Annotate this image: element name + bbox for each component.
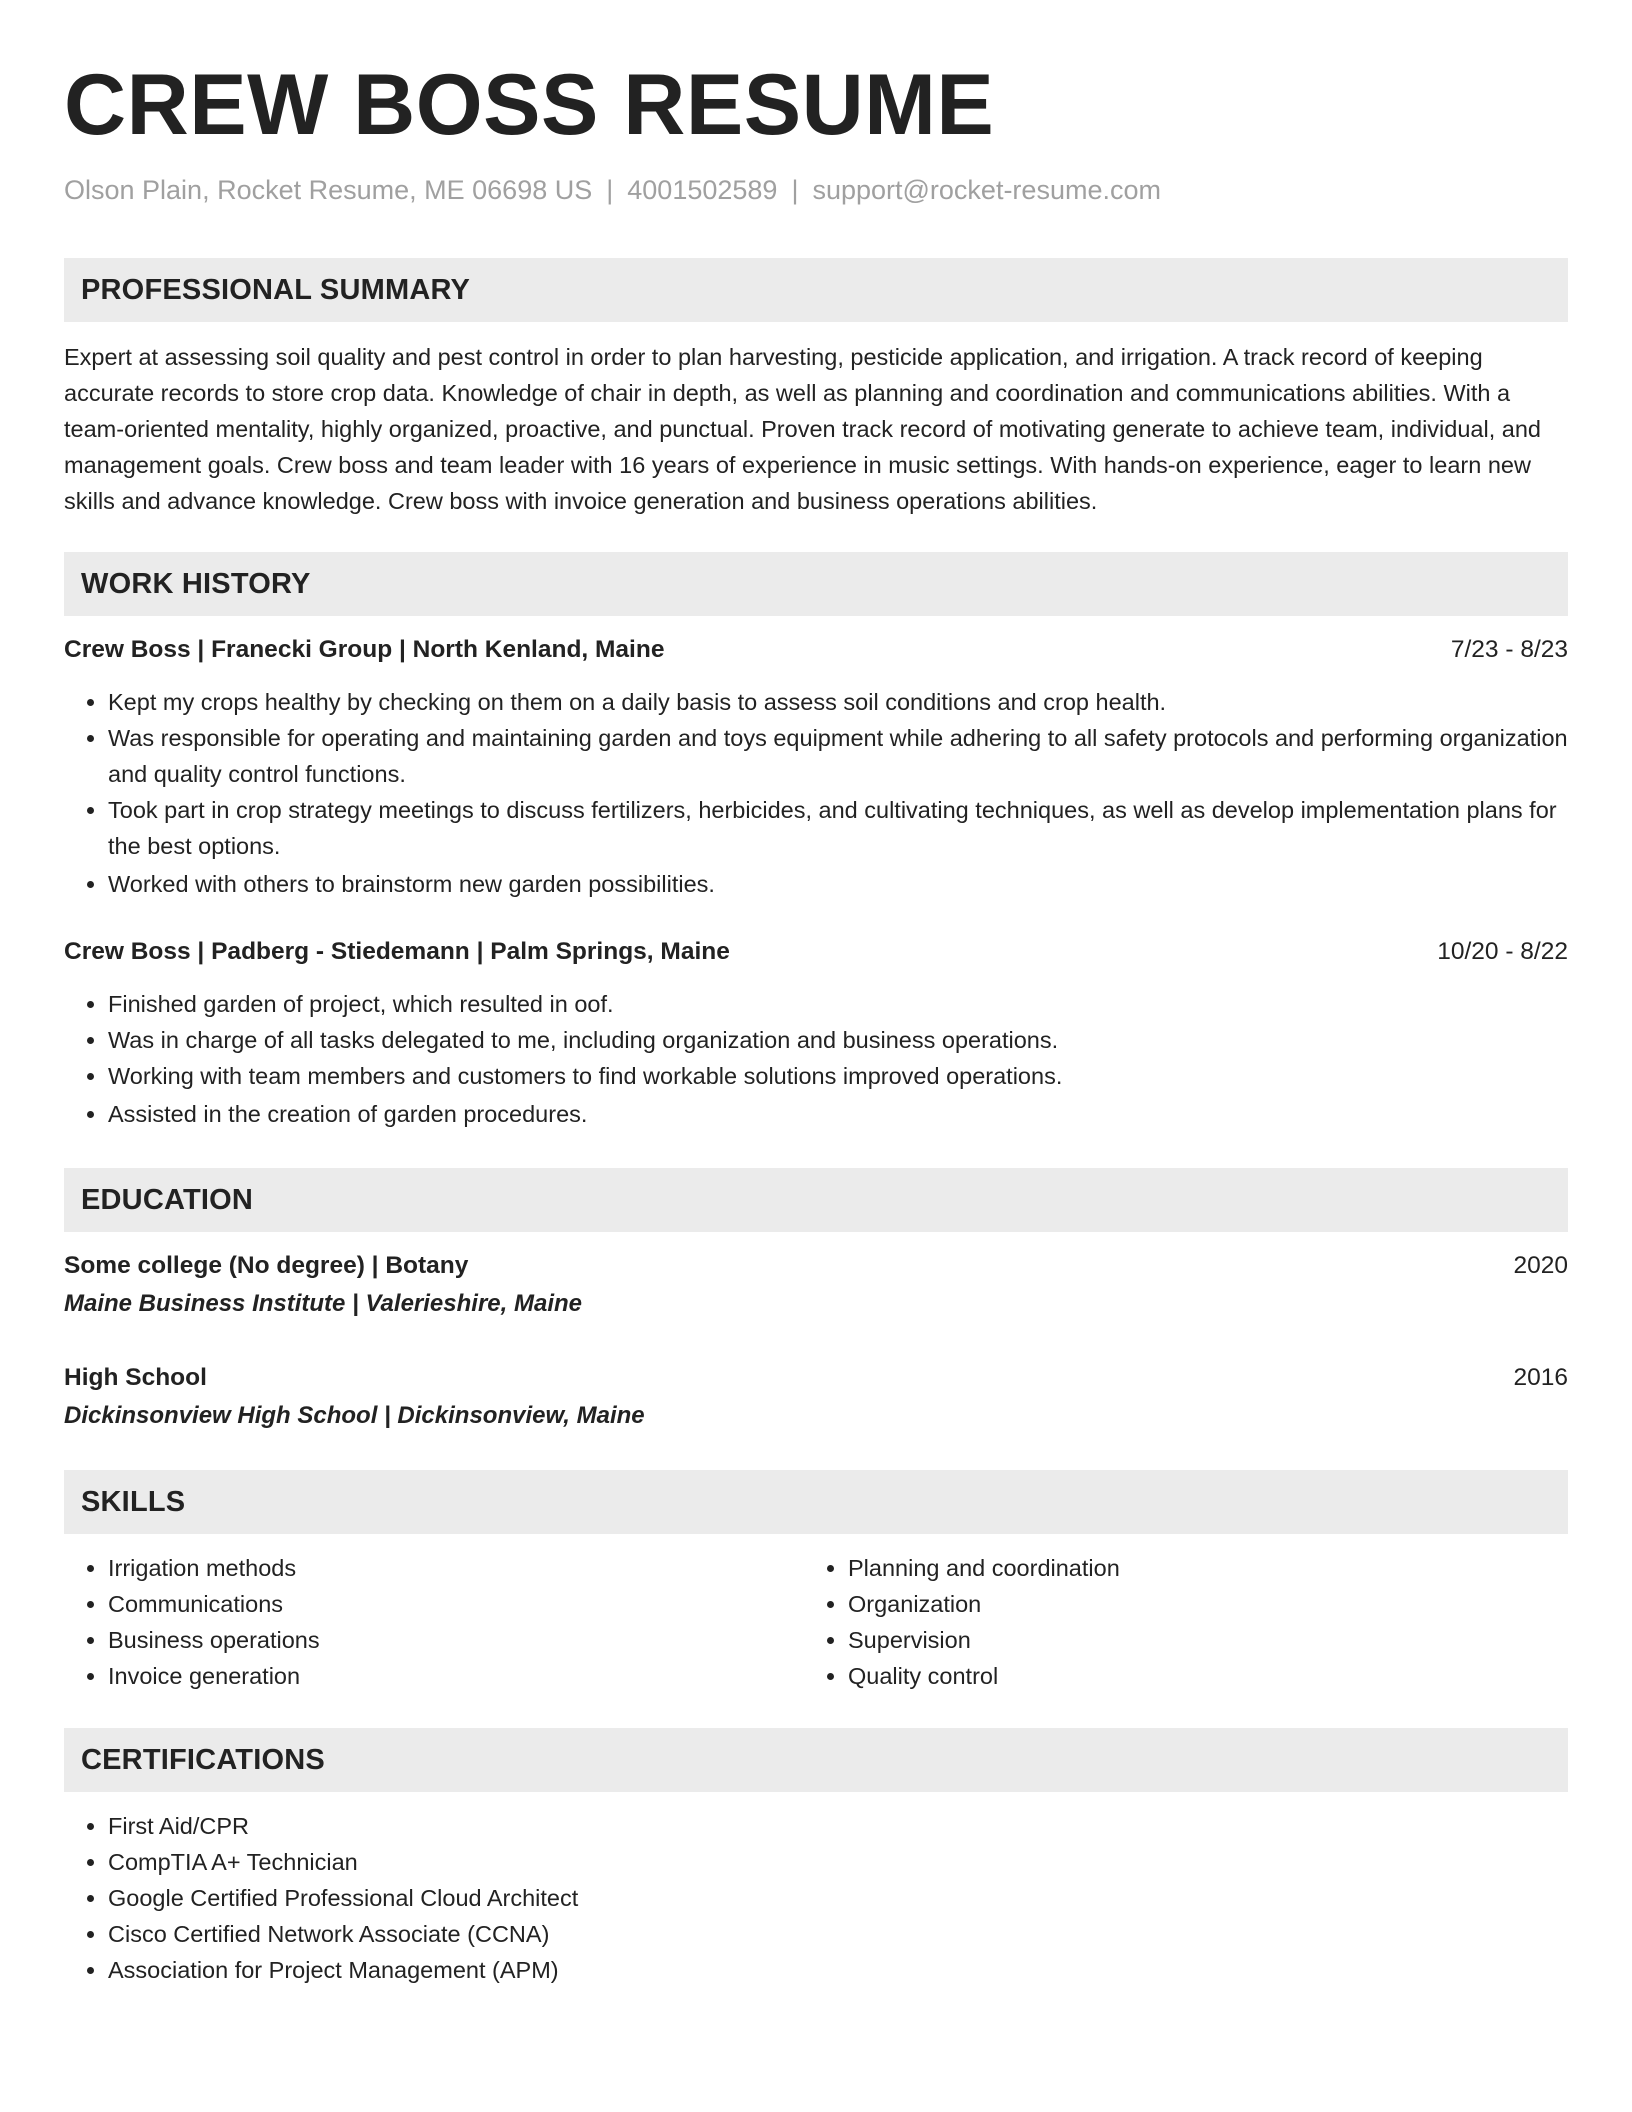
job-bullet: • Took part in crop strategy meetings to discuss fertilizers, herbicides, and cultivating techniques, as well as develop implementation plans for the best options.: [108, 792, 1568, 864]
certification-item: • CompTIA A+ Technician: [108, 1844, 1568, 1880]
job-entry: [64, 934, 1568, 970]
summary-text: Expert at assessing soil quality and pest control in order to plan harvesting, pesticide application, and irrigation. A track record of keeping accurate records to store crop data. Knowledge of chair in depth, as well as planning and coordination and communications abilities. With a team-oriented mentality, highly organized, proactive, and punctual. Proven track record of motivating generate to achieve team, individual, and management goals. Crew boss and team leader with 16 years of experience in music settings. With hands-on experience, eager to learn new skills and advance knowledge. Crew boss with invoice generation and business operations abilities.: [64, 344, 1541, 515]
job-title: Crew Boss | Padberg - Stiedemann | Palm Springs, Maine: [64, 938, 730, 966]
skills-column-left: [64, 1550, 804, 1694]
skills-list: [64, 1550, 804, 1694]
skills-grid: [64, 1550, 1568, 1694]
certification-item: • Cisco Certified Network Associate (CCNA): [108, 1916, 1568, 1952]
skill-item: • Invoice generation: [108, 1658, 804, 1694]
job-bullet: • Was in charge of all tasks delegated to me, including organization and business operations.: [108, 1022, 1568, 1058]
contact-separator: |: [791, 175, 799, 205]
skill-item: • Quality control: [848, 1658, 1544, 1694]
skill-item: • Organization: [848, 1586, 1544, 1622]
education-school: Dickinsonview High School | Dickinsonview, Maine: [64, 1402, 645, 1430]
job-bullet-list: [64, 684, 1568, 902]
education-school: Maine Business Institute | Valerieshire, Maine: [64, 1290, 582, 1318]
skill-item: • Business operations: [108, 1622, 804, 1658]
contact-phone: 4001502589: [627, 175, 778, 205]
skill-item: • Irrigation methods: [108, 1550, 804, 1586]
certifications-list: [64, 1808, 1568, 1988]
education-entry: [64, 1360, 1568, 1396]
certification-item: • Association for Project Management (APM): [108, 1952, 1568, 1988]
job-bullet-list: [64, 986, 1568, 1132]
education-entry: [64, 1248, 1568, 1284]
job-bullet: • Assisted in the creation of garden procedures.: [108, 1096, 1568, 1132]
education-year: 2020: [1513, 1252, 1568, 1280]
resume-title: CREW BOSS RESUME: [64, 57, 995, 153]
contact-separator: |: [606, 175, 614, 205]
job-bullet: • Working with team members and customers to find workable solutions improved operations.: [108, 1058, 1568, 1094]
contact-email: support@rocket-resume.com: [812, 175, 1161, 205]
certification-item: • Google Certified Professional Cloud Architect: [108, 1880, 1568, 1916]
summary-heading: PROFESSIONAL SUMMARY: [64, 258, 1568, 322]
job-dates: 10/20 - 8/22: [1437, 938, 1568, 966]
skills-list: [804, 1550, 1544, 1694]
job-entry: [64, 632, 1568, 668]
job-dates: 7/23 - 8/23: [1450, 636, 1568, 664]
education-year: 2016: [1513, 1364, 1568, 1392]
contact-address: Olson Plain, Rocket Resume, ME 06698 US: [64, 175, 593, 205]
job-bullet: • Worked with others to brainstorm new garden possibilities.: [108, 866, 1568, 902]
skill-item: • Communications: [108, 1586, 804, 1622]
skill-item: • Planning and coordination: [848, 1550, 1544, 1586]
job-bullet: • Finished garden of project, which resulted in oof.: [108, 986, 1568, 1022]
contact-line: [64, 174, 1568, 206]
certifications-heading: CERTIFICATIONS: [64, 1728, 1568, 1792]
skills-column-right: [804, 1550, 1544, 1694]
job-bullet: • Was responsible for operating and maintaining garden and toys equipment while adhering to all safety protocols and performing organization and quality control functions.: [108, 720, 1568, 792]
skills-heading: SKILLS: [64, 1470, 1568, 1534]
education-heading: EDUCATION: [64, 1168, 1568, 1232]
work-history-heading: WORK HISTORY: [64, 552, 1568, 616]
skill-item: • Supervision: [848, 1622, 1544, 1658]
certification-item: • First Aid/CPR: [108, 1808, 1568, 1844]
education-degree: High School: [64, 1364, 207, 1392]
job-title: Crew Boss | Franecki Group | North Kenland, Maine: [64, 636, 665, 664]
job-bullet: • Kept my crops healthy by checking on them on a daily basis to assess soil conditions and crop health.: [108, 684, 1568, 720]
education-degree: Some college (No degree) | Botany: [64, 1252, 469, 1280]
